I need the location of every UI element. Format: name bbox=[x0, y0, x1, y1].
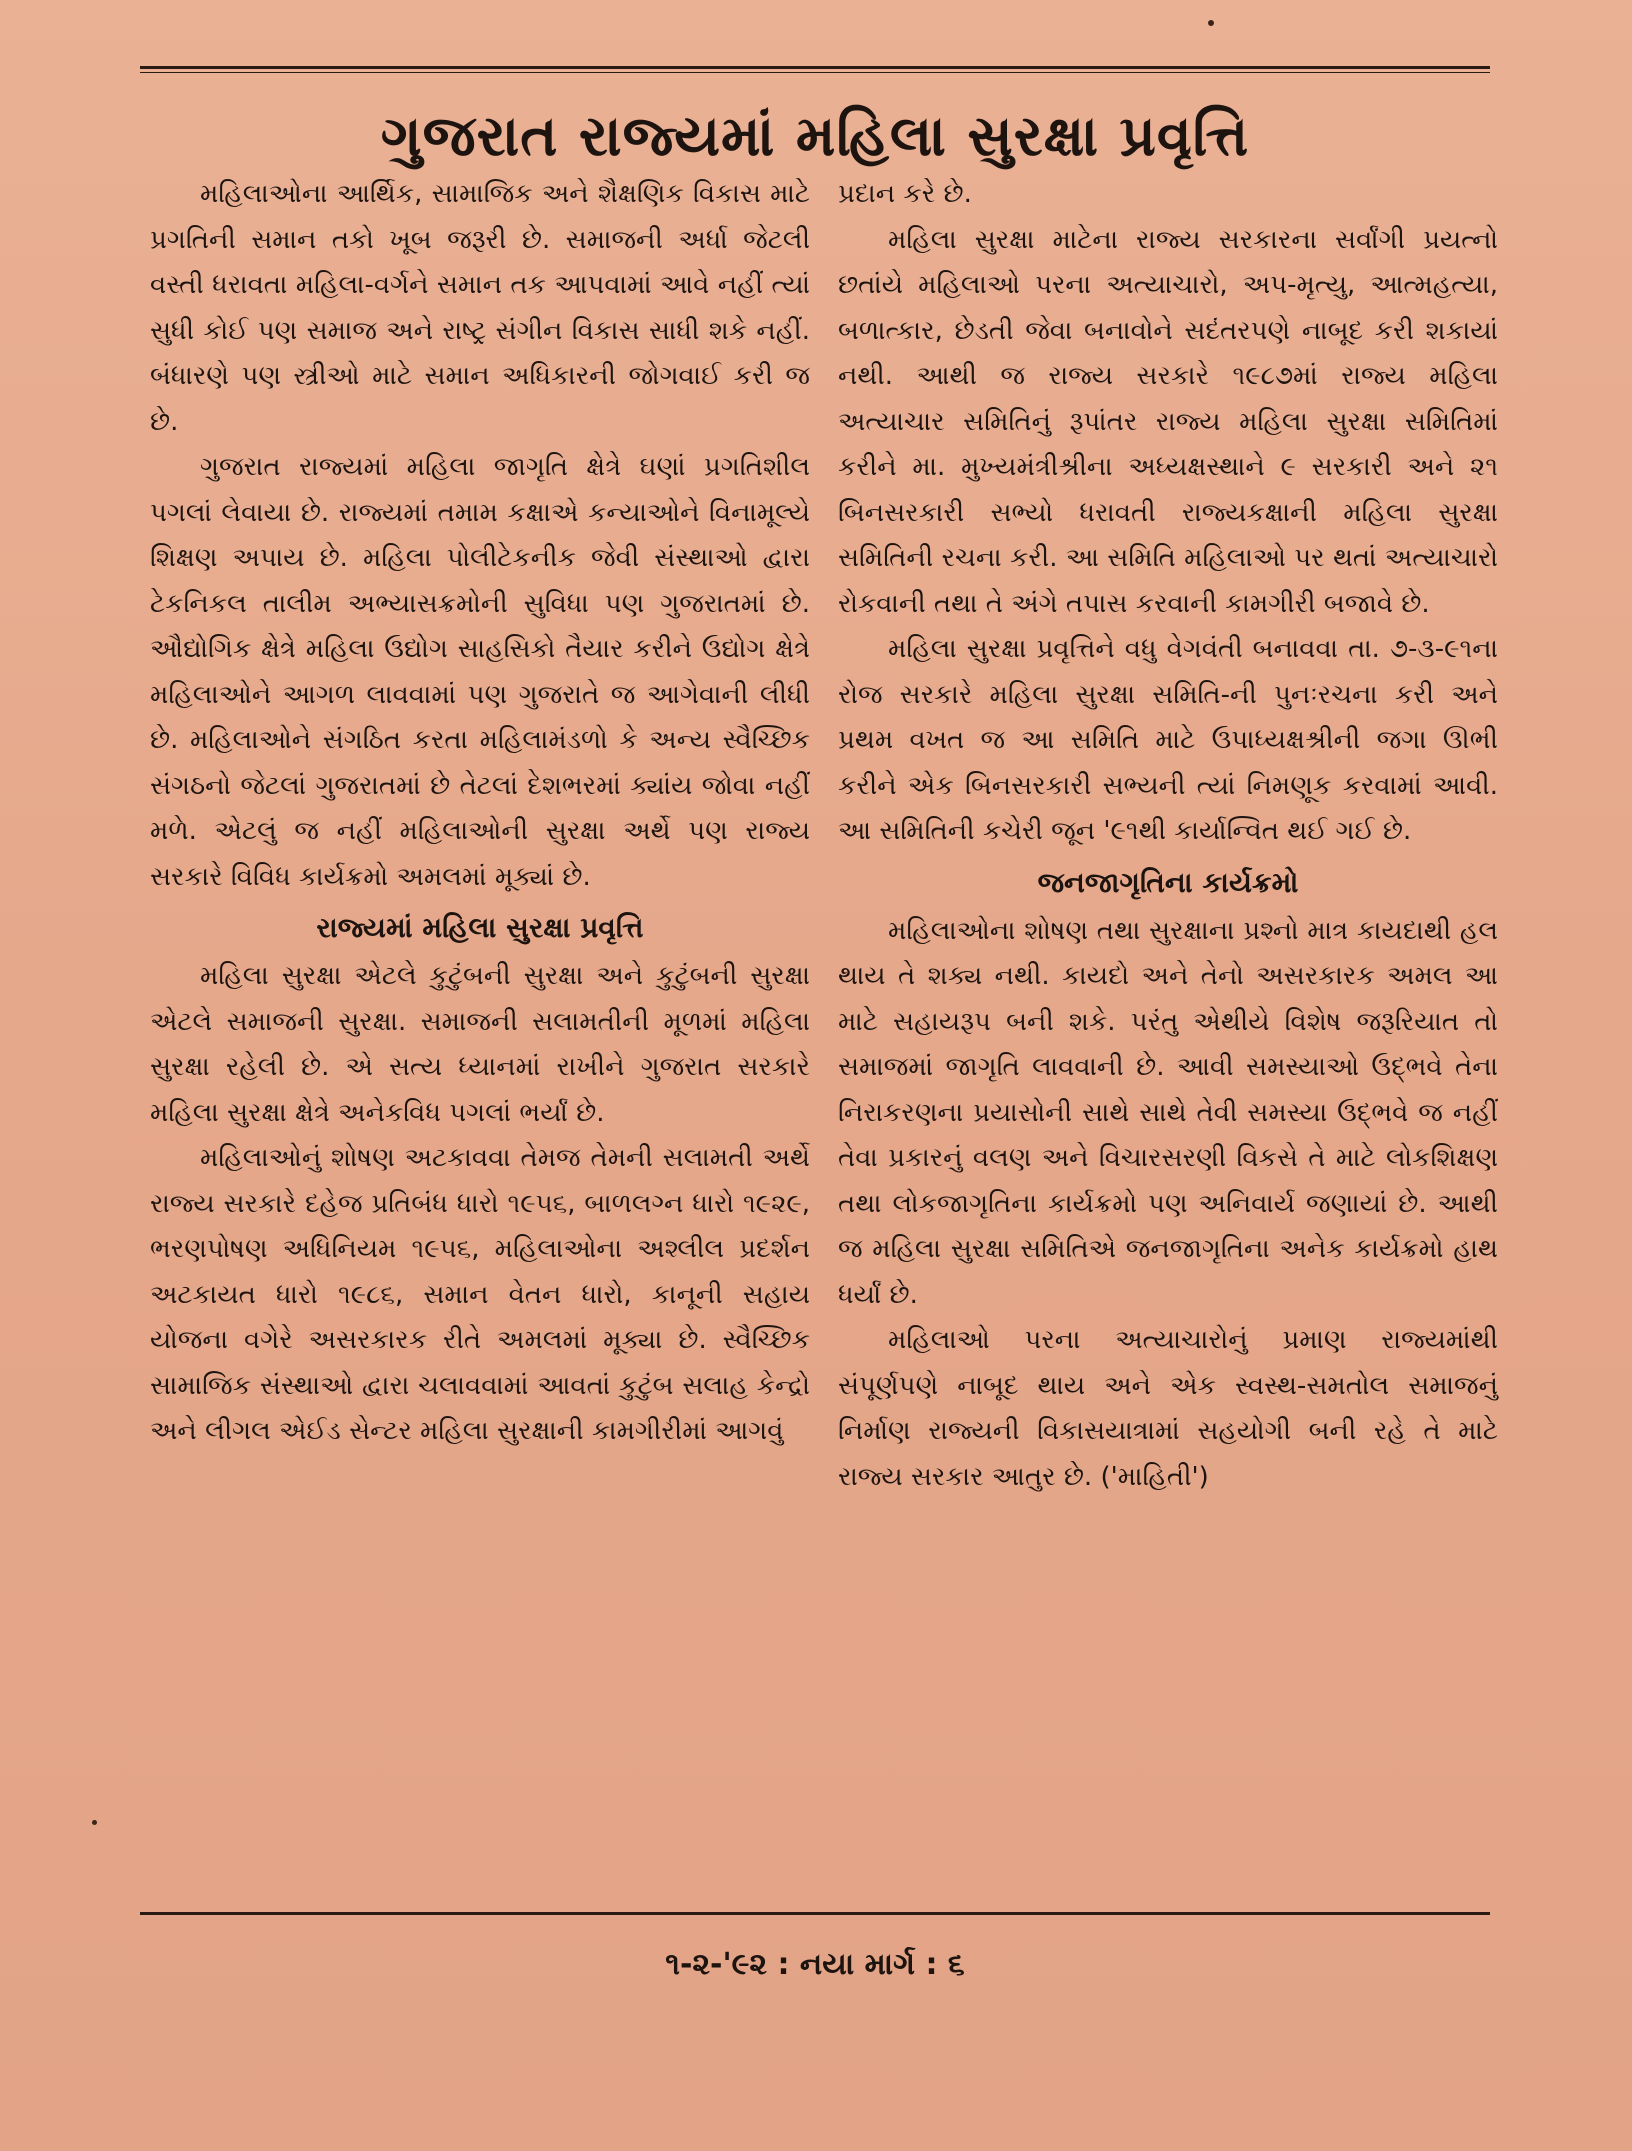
left-column bbox=[150, 172, 810, 1455]
paragraph-continued: પ્રદાન કરે છે. bbox=[838, 179, 972, 209]
right-column bbox=[838, 172, 1498, 1500]
section-heading: જનજાગૃતિના કાર્યક્રમો bbox=[1037, 865, 1299, 899]
paragraph: ગુજરાત રાજ્યમાં મહિલા જાગૃતિ ક્ષેત્રે ઘણાં પ્રગતિશીલ પગલાં લેવાયા છે. રાજ્યમાં તમામ કક્ષાએ કન્યાઓને વિનામૂલ્યે શિક્ષણ અપાય છે. મહિલા પોલીટેકનીક જેવી સંસ્થાઓ દ્વારા ટેકનિકલ તાલીમ અભ્યાસક્રમોની સુવિધા પણ ગુજરાતમાં છે. ઔદ્યોગિક ક્ષેત્રે મહિલા ઉદ્યોગ સાહસિકો તૈયાર કરીને ઉદ્યોગ ક્ષેત્રે મહિલાઓને આગળ લાવવામાં પણ ગુજરાતે જ આગેવાની લીધી છે. મહિલાઓને સંગઠિત કરતા મહિલામંડળો કે અન્ય સ્વૈચ્છિક સંગઠનો જેટલાં ગુજરાતમાં છે તેટલાં દેશભરમાં ક્યાંય જોવા નહીં મળે. એટલું જ નહીં મહિલાઓની સુરક્ષા અર્થે પણ રાજ્ય સરકારે વિવિધ કાર્યક્રમો અમલમાં મૂક્યાં છે. bbox=[150, 452, 810, 892]
top-rule bbox=[140, 66, 1490, 69]
bottom-rule bbox=[140, 1912, 1490, 1915]
article-title: ગુજરાત રાજ્યમાં મહિલા સુરક્ષા પ્રવૃત્તિ bbox=[380, 104, 1250, 169]
page-footer: ૧-૨-'૯૨ : નયા માર્ગ : ૬ bbox=[665, 1947, 965, 1982]
paragraph: મહિલા સુરક્ષા માટેના રાજ્ય સરકારના સર્વાંગી પ્રયત્નો છતાંયે મહિલાઓ પરના અત્યાચારો, અપ-મૃત્યુ, આત્મહત્યા, બળાત્કાર, છેડતી જેવા બનાવોને સદંતરપણે નાબૂદ કરી શકાયાં નથી. આથી જ રાજ્ય સરકારે ૧૯૮૭માં રાજ્ય મહિલા અત્યાચાર સમિતિનું રૂપાંતર રાજ્ય મહિલા સુરક્ષા સમિતિમાં કરીને મા. મુખ્યમંત્રીશ્રીના અધ્યક્ષસ્થાને ૯ સરકારી અને ૨૧ બિનસરકારી સભ્યો ધરાવતી રાજ્યકક્ષાની મહિલા સુરક્ષા સમિતિની રચના કરી. આ સમિતિ મહિલાઓ પર થતાં અત્યાચારો રોકવાની તથા તે અંગે તપાસ કરવાની કામગીરી બજાવે છે. bbox=[838, 224, 1498, 619]
section-heading: રાજ્યમાં મહિલા સુરક્ષા પ્રવૃત્તિ bbox=[316, 911, 644, 944]
paper-speck bbox=[92, 1820, 97, 1825]
paragraph: મહિલાઓનું શોષણ અટકાવવા તેમજ તેમની સલામતી અર્થે રાજ્ય સરકારે દહેજ પ્રતિબંધ ધારો ૧૯૫૬, બાળલગ્ન ધારો ૧૯૨૯, ભરણપોષણ અધિનિયમ ૧૯૫૬, મહિલાઓના અશ્લીલ પ્રદર્શન અટકાયત ધારો ૧૯૮૬, સમાન વેતન ધારો, કાનૂની સહાય યોજના વગેરે અસરકારક રીતે અમલમાં મૂક્યા છે. સ્વૈચ્છિક સામાજિક સંસ્થાઓ દ્વારા ચલાવવામાં આવતાં કુટુંબ સલાહ કેન્દ્રો અને લીગલ એઈડ સેન્ટર મહિલા સુરક્ષાની કામગીરીમાં આગવું bbox=[150, 1143, 810, 1446]
paragraph: મહિલાઓ પરના અત્યાચારોનું પ્રમાણ રાજ્યમાંથી સંપૂર્ણપણે નાબૂદ થાય અને એક સ્વસ્થ-સમતોલ સમાજનું નિર્માણ રાજ્યની વિકાસયાત્રામાં સહયોગી બની રહે તે માટે રાજ્ય સરકાર આતુર છે. ('માહિતી') bbox=[838, 1325, 1498, 1492]
paragraph: મહિલાઓના શોષણ તથા સુરક્ષાના પ્રશ્નો માત્ર કાયદાથી હલ થાય તે શક્ય નથી. કાયદો અને તેનો અસરકારક અમલ આ માટે સહાયરૂપ બની શકે. પરંતુ એથીયે વિશેષ જરૂરિયાત તો સમાજમાં જાગૃતિ લાવવાની છે. આવી સમસ્યાઓ ઉદ્ભવે તેના નિરાકરણના પ્રયાસોની સાથે સાથે તેવી સમસ્યા ઉદ્ભવે જ નહીં તેવા પ્રકારનું વલણ અને વિચારસરણી વિકસે તે માટે લોકશિક્ષણ તથા લોકજાગૃતિના કાર્યક્રમો પણ અનિવાર્ય જણાયાં છે. આથી જ મહિલા સુરક્ષા સમિતિએ જનજાગૃતિના અનેક કાર્યક્રમો હાથ ધર્યાં છે. bbox=[838, 915, 1498, 1310]
paragraph: મહિલા સુરક્ષા પ્રવૃત્તિને વધુ વેગવંતી બનાવવા તા. ૭-૩-૯૧ના રોજ સરકારે મહિલા સુરક્ષા સમિતિ-ની પુનઃરચના કરી અને પ્રથમ વખત જ આ સમિતિ માટે ઉપાધ્યક્ષશ્રીની જગા ઊભી કરીને એક બિનસરકારી સભ્યની ત્યાં નિમણૂક કરવામાં આવી. આ સમિતિની કચેરી જૂન '૯૧થી કાર્યાન્વિત થઈ ગઈ છે. bbox=[838, 634, 1498, 846]
paragraph: મહિલાઓના આર્થિક, સામાજિક અને શૈક્ષણિક વિકાસ માટે પ્રગતિની સમાન તકો ખૂબ જરૂરી છે. સમાજની અર્ધા જેટલી વસ્તી ધરાવતા મહિલા-વર્ગને સમાન તક આપવામાં આવે નહીં ત્યાં સુધી કોઈ પણ સમાજ અને રાષ્ટ્ર સંગીન વિકાસ સાધી શકે નહીં. બંધારણે પણ સ્ત્રીઓ માટે સમાન અધિકારની જોગવાઈ કરી જ છે. bbox=[150, 179, 810, 437]
paper-speck bbox=[1208, 20, 1214, 26]
paragraph: મહિલા સુરક્ષા એટલે કુટુંબની સુરક્ષા અને કુટુંબની સુરક્ષા એટલે સમાજની સુરક્ષા. સમાજની સલામતીની મૂળમાં મહિલા સુરક્ષા રહેલી છે. એ સત્ય ધ્યાનમાં રાખીને ગુજરાત સરકારે મહિલા સુરક્ષા ક્ષેત્રે અનેકવિધ પગલાં ભર્યાં છે. bbox=[150, 961, 810, 1128]
top-rule-thin bbox=[140, 72, 1490, 73]
